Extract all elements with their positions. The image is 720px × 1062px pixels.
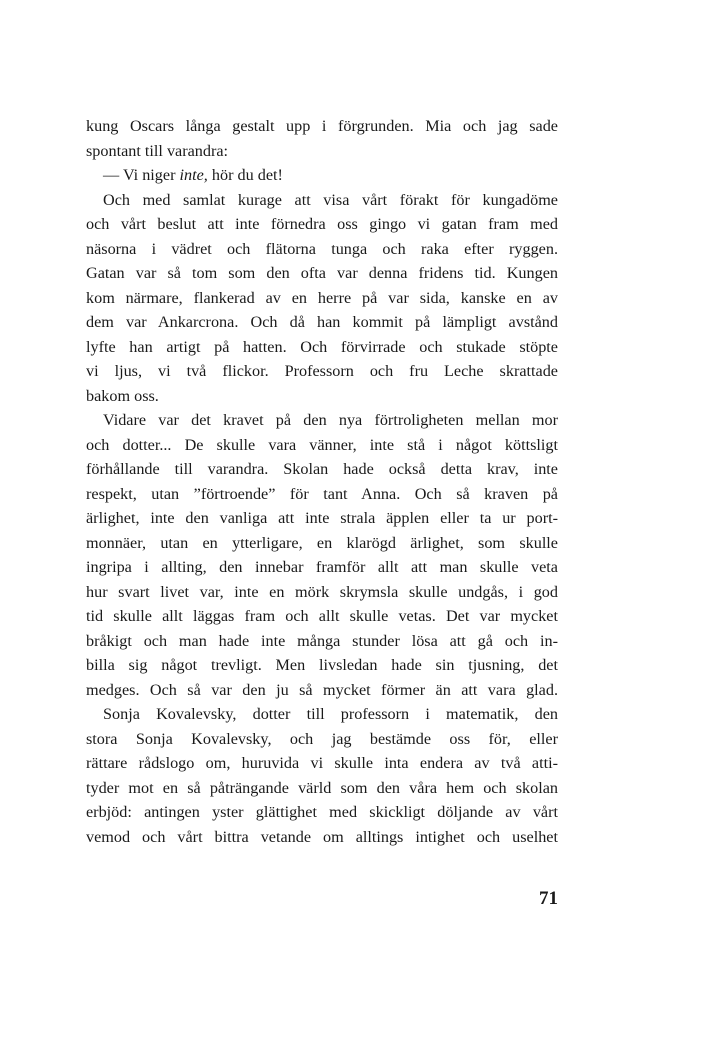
text-line: och vårt beslut att inte förnedra oss gingo vi gatan fram med: [86, 215, 558, 233]
text-line: stora Sonja Kovalevsky, och jag bestämde oss för, eller: [86, 729, 558, 748]
text-line: hur svart livet var, inte en mörk skrymsla skulle undgås, i god: [86, 582, 558, 601]
text-line: vemod och vårt bittra vetande om alltings intighet och uselhet: [86, 827, 558, 846]
text-line: ingripa i allting, den innebar framför allt att man skulle veta: [86, 558, 558, 576]
body-text: [86, 114, 558, 849]
text-line: respekt, utan ”förtroende” för tant Anna. Och så kraven på: [86, 484, 558, 503]
text-line: tyder mot en så påträngande värld som den våra hem och skolan: [86, 778, 558, 797]
text-line: dem var Ankarcrona. Och då han kommit på lämpligt avstånd: [86, 313, 558, 331]
text-line: erbjöd: antingen yster glättighet med skickligt döljande av vårt: [86, 803, 558, 821]
page-number: 71: [539, 888, 558, 909]
text-line: Och med samlat kurage att visa vårt förakt för kungadöme: [103, 190, 558, 209]
text-line: näsorna i vädret och flätorna tunga och raka efter ryggen.: [86, 239, 558, 258]
text-line: bråkigt och man hade inte många stunder lösa att gå och in-: [86, 631, 558, 650]
text-line: rättare rådslogo om, huruvida vi skulle inta endera av två atti-: [86, 754, 558, 772]
text-line: kung Oscars långa gestalt upp i förgrunden. Mia och jag sade: [86, 117, 558, 135]
text-line: lyfte han artigt på hatten. Och förvirrade och stukade stöpte: [86, 337, 558, 356]
text-line: monnäer, utan en ytterligare, en klarögd ärlighet, som skulle: [86, 533, 558, 552]
text-line: [86, 163, 558, 188]
text-segment: hör du det!: [207, 166, 283, 184]
text-line: Vidare var det kravet på den nya förtroligheten mellan mor: [103, 411, 558, 429]
text-line: billa sig något trevligt. Men livsledan hade sin tjusning, det: [86, 656, 558, 674]
text-line: Gatan var så tom som den ofta var denna fridens tid. Kungen: [86, 264, 558, 282]
text-line: tid skulle allt läggas fram och allt skulle vetas. Det var mycket: [86, 607, 558, 625]
text-line: bakom oss.: [86, 386, 159, 405]
text-line: förhållande till varandra. Skolan hade också detta krav, inte: [86, 460, 558, 478]
text-line: kom närmare, flankerad av en herre på var sida, kanske en av: [86, 288, 558, 307]
text-line: ärlighet, inte den vanliga att inte strala äpplen eller ta ur port-: [86, 509, 558, 527]
text-line: medges. Och så var den ju så mycket förmer än att vara glad.: [86, 680, 558, 699]
text-line: spontant till varandra:: [86, 141, 229, 160]
text-line: och dotter... De skulle vara vänner, inte stå i något köttsligt: [86, 435, 558, 454]
emphasized-word: inte,: [179, 166, 208, 184]
text-line: vi ljus, vi två flickor. Professorn och fru Leche skrattade: [86, 362, 558, 380]
text-segment: — Vi niger: [103, 166, 180, 184]
text-line: Sonja Kovalevsky, dotter till professorn i matematik, den: [103, 705, 558, 723]
